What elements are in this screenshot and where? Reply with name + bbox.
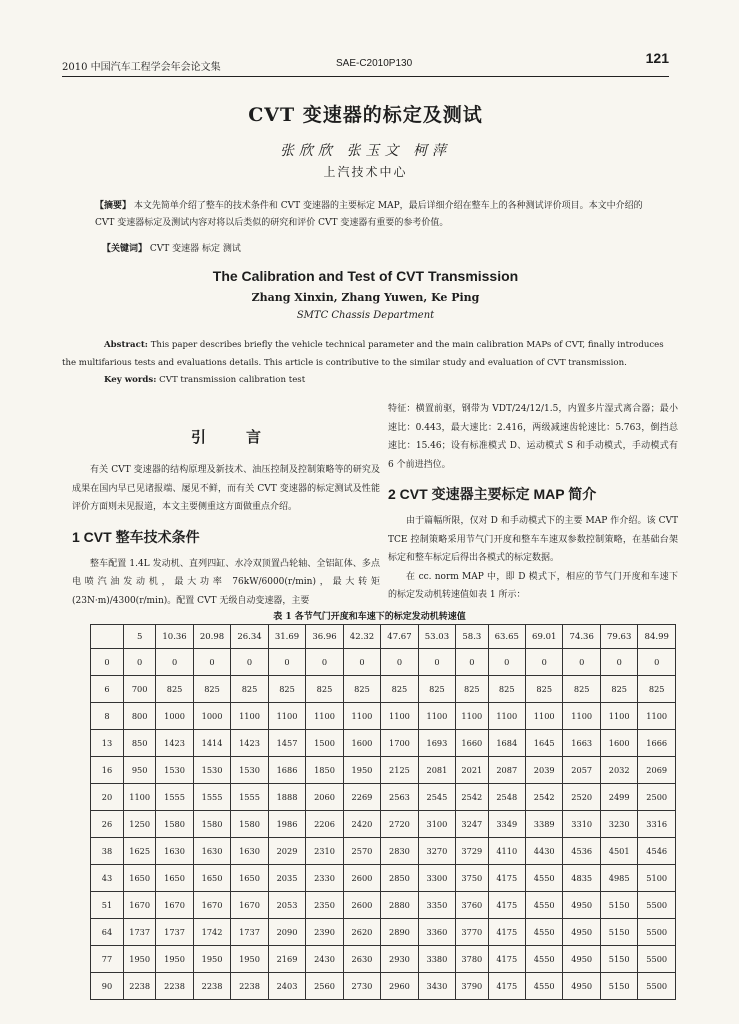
table-cell: 4835 bbox=[563, 865, 600, 892]
table-cell: 1645 bbox=[525, 730, 562, 757]
table-header-cell: 10.36 bbox=[156, 625, 193, 649]
table-cell: 2390 bbox=[306, 919, 343, 946]
table-row-header-cell: 26 bbox=[91, 811, 124, 838]
table-row bbox=[91, 946, 676, 973]
table-cell: 825 bbox=[563, 676, 600, 703]
table-cell: 1100 bbox=[268, 703, 305, 730]
table-cell: 4501 bbox=[600, 838, 637, 865]
table-cell: 0 bbox=[525, 649, 562, 676]
table-cell: 2032 bbox=[600, 757, 637, 784]
table-cell: 1000 bbox=[193, 703, 230, 730]
table-cell: 2830 bbox=[381, 838, 418, 865]
header-rule bbox=[62, 76, 669, 77]
authors-cn: 张欣欣 张玉文 柯萍 bbox=[280, 143, 451, 159]
table-cell: 1555 bbox=[231, 784, 268, 811]
table-header-cell: 5 bbox=[124, 625, 156, 649]
table-cell: 2053 bbox=[268, 892, 305, 919]
table-cell: 0 bbox=[231, 649, 268, 676]
table-header-cell: 58.3 bbox=[456, 625, 488, 649]
table-cell: 3349 bbox=[488, 811, 525, 838]
table-cell: 2720 bbox=[381, 811, 418, 838]
table-cell: 2029 bbox=[268, 838, 305, 865]
table-cell: 1737 bbox=[124, 919, 156, 946]
organization-en: SMTC Chassis Department bbox=[296, 310, 435, 321]
table-cell: 3310 bbox=[563, 811, 600, 838]
table-header-cell: 31.69 bbox=[268, 625, 305, 649]
table-cell: 1414 bbox=[193, 730, 230, 757]
abstract-cn-text: 本文先简单介绍了整车的技术条件和 CVT 变速器的主要标定 MAP，最后详细介绍在整车上的各种测试评价项目。本文中介绍的 CVT 变速器标定及测试内容对将以后类似的研究和评价 CVT 变速器有重要的参考价值。 bbox=[95, 201, 643, 228]
table-cell: 1423 bbox=[156, 730, 193, 757]
table-row-header-cell: 43 bbox=[91, 865, 124, 892]
table-cell: 2850 bbox=[381, 865, 418, 892]
keywords-en-label: Key words: bbox=[104, 375, 157, 385]
table-cell: 2930 bbox=[381, 946, 418, 973]
table-cell: 1100 bbox=[638, 703, 676, 730]
table-cell: 4175 bbox=[488, 892, 525, 919]
table-row bbox=[91, 784, 676, 811]
table-row-header-cell: 51 bbox=[91, 892, 124, 919]
table-cell: 825 bbox=[488, 676, 525, 703]
table-cell: 2620 bbox=[343, 919, 380, 946]
table-cell: 3389 bbox=[525, 811, 562, 838]
table-cell: 0 bbox=[488, 649, 525, 676]
table-cell: 5500 bbox=[638, 919, 676, 946]
table-row-header-cell: 6 bbox=[91, 676, 124, 703]
table-cell: 4950 bbox=[563, 919, 600, 946]
keywords-cn bbox=[102, 241, 241, 254]
table-header-cell: 69.01 bbox=[525, 625, 562, 649]
table-cell: 2570 bbox=[343, 838, 380, 865]
table-cell: 5500 bbox=[638, 973, 676, 1000]
table-cell: 2039 bbox=[525, 757, 562, 784]
table-cell: 0 bbox=[381, 649, 418, 676]
table-cell: 2330 bbox=[306, 865, 343, 892]
table-row bbox=[91, 838, 676, 865]
table-header-cell: 47.67 bbox=[381, 625, 418, 649]
table-cell: 0 bbox=[418, 649, 455, 676]
table-row-header-cell: 13 bbox=[91, 730, 124, 757]
table-cell: 1650 bbox=[231, 865, 268, 892]
table-cell: 2269 bbox=[343, 784, 380, 811]
table-cell: 2520 bbox=[563, 784, 600, 811]
table-cell: 2960 bbox=[381, 973, 418, 1000]
table-cell: 2600 bbox=[343, 865, 380, 892]
table-cell: 1600 bbox=[600, 730, 637, 757]
table-row bbox=[91, 703, 676, 730]
table-cell: 3750 bbox=[456, 865, 488, 892]
keywords-en bbox=[104, 375, 305, 385]
proceedings-name: 2010 中国汽车工程学会年会论文集 bbox=[62, 62, 221, 73]
table-cell: 2035 bbox=[268, 865, 305, 892]
table-cell: 2560 bbox=[306, 973, 343, 1000]
table-cell: 2081 bbox=[418, 757, 455, 784]
table-cell: 3780 bbox=[456, 946, 488, 973]
table-cell: 825 bbox=[381, 676, 418, 703]
table-cell: 5150 bbox=[600, 892, 637, 919]
table-cell: 2430 bbox=[306, 946, 343, 973]
table-header-cell bbox=[91, 625, 124, 649]
table-cell: 825 bbox=[268, 676, 305, 703]
table-cell: 3430 bbox=[418, 973, 455, 1000]
section-1-paragraph: 整车配置 1.4L 发动机、直列四缸、水冷双顶置凸轮轴、全铝缸体、多点电喷汽油发动机，最大功率 76kW/6000(r/min)，最大转矩 (23N·m)/4300(r/min)。配置 CVT 无级自动变速器，主要 bbox=[72, 558, 380, 606]
table-cell: 0 bbox=[343, 649, 380, 676]
table-cell: 1670 bbox=[124, 892, 156, 919]
table-cell: 1700 bbox=[381, 730, 418, 757]
table-cell: 1555 bbox=[193, 784, 230, 811]
organization-cn: 上汽技术中心 bbox=[323, 165, 408, 179]
abstract-cn bbox=[95, 198, 663, 232]
table-row-header-cell: 16 bbox=[91, 757, 124, 784]
table-cell: 1742 bbox=[193, 919, 230, 946]
table-cell: 2021 bbox=[456, 757, 488, 784]
table-cell: 1100 bbox=[124, 784, 156, 811]
table-cell: 3350 bbox=[418, 892, 455, 919]
table-cell: 1100 bbox=[381, 703, 418, 730]
table-cell: 3270 bbox=[418, 838, 455, 865]
table-row-header-cell: 38 bbox=[91, 838, 124, 865]
table-header-cell: 53.03 bbox=[418, 625, 455, 649]
table-cell: 4430 bbox=[525, 838, 562, 865]
table-cell: 3360 bbox=[418, 919, 455, 946]
paper-id: SAE-C2010P130 bbox=[336, 58, 413, 69]
table-cell: 0 bbox=[306, 649, 343, 676]
table-cell: 4550 bbox=[525, 865, 562, 892]
table-cell: 1100 bbox=[418, 703, 455, 730]
table-cell: 825 bbox=[456, 676, 488, 703]
table-cell: 2069 bbox=[638, 757, 676, 784]
table-cell: 825 bbox=[638, 676, 676, 703]
table-cell: 1580 bbox=[193, 811, 230, 838]
table-cell: 0 bbox=[193, 649, 230, 676]
table-cell: 1950 bbox=[231, 946, 268, 973]
table-cell: 1580 bbox=[231, 811, 268, 838]
abstract-en-text: This paper describes briefly the vehicle technical parameter and the main calibration MAPs of CVT, finally introduces the multifarious tests and evaluations details. This article is contributive to the similar study and evaluation of CVT transmission. bbox=[62, 340, 664, 368]
table-cell: 3100 bbox=[418, 811, 455, 838]
table-caption: 表 1 各节气门开度和车速下的标定发动机转速值 bbox=[273, 612, 466, 622]
table-cell: 0 bbox=[563, 649, 600, 676]
table-cell: 1666 bbox=[638, 730, 676, 757]
title-en: The Calibration and Test of CVT Transmission bbox=[212, 268, 519, 284]
table-cell: 0 bbox=[268, 649, 305, 676]
table-row-header-cell: 20 bbox=[91, 784, 124, 811]
table-cell: 4985 bbox=[600, 865, 637, 892]
table-cell: 4550 bbox=[525, 919, 562, 946]
table-cell: 825 bbox=[306, 676, 343, 703]
table-row bbox=[91, 676, 676, 703]
table-cell: 2500 bbox=[638, 784, 676, 811]
table-row-header-cell: 64 bbox=[91, 919, 124, 946]
table-header-cell: 36.96 bbox=[306, 625, 343, 649]
table-cell: 2238 bbox=[124, 973, 156, 1000]
table-cell: 2890 bbox=[381, 919, 418, 946]
keywords-en-text: CVT transmission calibration test bbox=[159, 375, 306, 385]
table-cell: 800 bbox=[124, 703, 156, 730]
vehicle-spec-paragraph: 特征：横置前驱，钢带为 VDT/24/12/1.5，内置多片湿式离合器；最小速比：0.443，最大速比：2.416，两级减速齿轮速比：5.763，倒挡总速比：15.46；设有标准模式 D、运动模式 S 和手动模式，手动模式有 6 个前进挡位。 bbox=[388, 404, 678, 470]
table-header-cell: 79.63 bbox=[600, 625, 637, 649]
table-cell: 1100 bbox=[343, 703, 380, 730]
table-cell: 2350 bbox=[306, 892, 343, 919]
table-cell: 2238 bbox=[193, 973, 230, 1000]
table-cell: 4550 bbox=[525, 892, 562, 919]
table-cell: 1100 bbox=[456, 703, 488, 730]
table-cell: 1693 bbox=[418, 730, 455, 757]
table-cell: 1670 bbox=[193, 892, 230, 919]
table-cell: 1100 bbox=[488, 703, 525, 730]
section-1-heading: 1 CVT 整车技术条件 bbox=[72, 528, 200, 545]
table-row-header-cell: 77 bbox=[91, 946, 124, 973]
intro-paragraph: 有关 CVT 变速器的结构原理及新技术、油压控制及控制策略等的研究及成果在国内早已见诸报端、屡见不鲜，而有关 CVT 变速器的标定测试及性能评价方面则未见报道，本文主要侧重这方面做重点介绍。 bbox=[72, 465, 380, 512]
table-cell: 4536 bbox=[563, 838, 600, 865]
table-cell: 1100 bbox=[525, 703, 562, 730]
table-cell: 1670 bbox=[156, 892, 193, 919]
table-cell: 3230 bbox=[600, 811, 637, 838]
table-cell: 1686 bbox=[268, 757, 305, 784]
table-cell: 825 bbox=[193, 676, 230, 703]
table-row bbox=[91, 757, 676, 784]
table-cell: 1530 bbox=[231, 757, 268, 784]
table-row bbox=[91, 892, 676, 919]
table-cell: 1630 bbox=[231, 838, 268, 865]
table-cell: 1100 bbox=[563, 703, 600, 730]
table-cell: 1950 bbox=[156, 946, 193, 973]
table-cell: 2090 bbox=[268, 919, 305, 946]
table-cell: 2238 bbox=[156, 973, 193, 1000]
table-cell: 1100 bbox=[600, 703, 637, 730]
table-cell: 2238 bbox=[231, 973, 268, 1000]
table-cell: 4950 bbox=[563, 973, 600, 1000]
table-cell: 4546 bbox=[638, 838, 676, 865]
table-header-cell: 63.65 bbox=[488, 625, 525, 649]
table-cell: 1423 bbox=[231, 730, 268, 757]
table-header-cell: 42.32 bbox=[343, 625, 380, 649]
table-cell: 4175 bbox=[488, 946, 525, 973]
right-column bbox=[388, 400, 678, 605]
table-cell: 2499 bbox=[600, 784, 637, 811]
table-cell: 1000 bbox=[156, 703, 193, 730]
page-number: 121 bbox=[645, 50, 669, 66]
table-cell: 950 bbox=[124, 757, 156, 784]
title-cn: CVT 变速器的标定及测试 bbox=[248, 104, 483, 126]
table-cell: 4950 bbox=[563, 892, 600, 919]
table-cell: 4550 bbox=[525, 973, 562, 1000]
table-cell: 1580 bbox=[156, 811, 193, 838]
table-cell: 1630 bbox=[156, 838, 193, 865]
table-cell: 4110 bbox=[488, 838, 525, 865]
table-cell: 1650 bbox=[124, 865, 156, 892]
table-cell: 1950 bbox=[193, 946, 230, 973]
table-cell: 825 bbox=[418, 676, 455, 703]
table-cell: 3770 bbox=[456, 919, 488, 946]
table-cell: 1530 bbox=[193, 757, 230, 784]
section-2-paragraph: 由于篇幅所限，仅对 D 和手动模式下的主要 MAP 作介绍。该 CVT TCE 控制策略采用节气门开度和整车车速双参数控制策略，在基础台架标定和整车标定后得出各模式的标定数据。 bbox=[388, 516, 678, 563]
keywords-cn-text: CVT 变速器 标定 测试 bbox=[149, 244, 241, 254]
table-cell: 2563 bbox=[381, 784, 418, 811]
table-header-row bbox=[91, 625, 676, 649]
table-cell: 1650 bbox=[156, 865, 193, 892]
table-cell: 4175 bbox=[488, 973, 525, 1000]
table-cell: 5150 bbox=[600, 973, 637, 1000]
table-cell: 2060 bbox=[306, 784, 343, 811]
keywords-cn-label: 【关键词】 bbox=[102, 244, 148, 254]
left-column bbox=[72, 420, 380, 610]
table-cell: 3760 bbox=[456, 892, 488, 919]
table-cell: 1663 bbox=[563, 730, 600, 757]
table-cell: 4950 bbox=[563, 946, 600, 973]
table-cell: 2600 bbox=[343, 892, 380, 919]
table-cell: 1986 bbox=[268, 811, 305, 838]
table-header-cell: 84.99 bbox=[638, 625, 676, 649]
table-cell: 5500 bbox=[638, 946, 676, 973]
table-cell: 1100 bbox=[231, 703, 268, 730]
table-row bbox=[91, 811, 676, 838]
table-cell: 3300 bbox=[418, 865, 455, 892]
running-header bbox=[62, 50, 669, 74]
table-cell: 2206 bbox=[306, 811, 343, 838]
table-cell: 3729 bbox=[456, 838, 488, 865]
table-cell: 0 bbox=[638, 649, 676, 676]
abstract-cn-label: 【摘要】 bbox=[95, 201, 132, 211]
table-cell: 2730 bbox=[343, 973, 380, 1000]
table-cell: 1737 bbox=[156, 919, 193, 946]
table-row-header-cell: 90 bbox=[91, 973, 124, 1000]
table-cell: 5500 bbox=[638, 892, 676, 919]
table-header-cell: 74.36 bbox=[563, 625, 600, 649]
table-cell: 5150 bbox=[600, 919, 637, 946]
table-cell: 2630 bbox=[343, 946, 380, 973]
table-cell: 825 bbox=[343, 676, 380, 703]
table-cell: 4175 bbox=[488, 919, 525, 946]
table-cell: 0 bbox=[156, 649, 193, 676]
table-cell: 825 bbox=[525, 676, 562, 703]
table-header-cell: 26.34 bbox=[231, 625, 268, 649]
table-cell: 1625 bbox=[124, 838, 156, 865]
table-cell: 1670 bbox=[231, 892, 268, 919]
table-cell: 0 bbox=[124, 649, 156, 676]
table-cell: 1888 bbox=[268, 784, 305, 811]
table-cell: 1950 bbox=[343, 757, 380, 784]
table-cell: 0 bbox=[456, 649, 488, 676]
table-cell: 1457 bbox=[268, 730, 305, 757]
intro-heading: 引言 bbox=[190, 428, 301, 446]
table-cell: 3316 bbox=[638, 811, 676, 838]
table-cell: 3790 bbox=[456, 973, 488, 1000]
table-cell: 1630 bbox=[193, 838, 230, 865]
table-cell: 1555 bbox=[156, 784, 193, 811]
table-cell: 2542 bbox=[456, 784, 488, 811]
table-cell: 2542 bbox=[525, 784, 562, 811]
abstract-en-label: Abstract: bbox=[104, 340, 148, 350]
map-intro-paragraph: 在 cc. norm MAP 中，即 D 模式下，相应的节气门开度和车速下的标定发动机转速值如表 1 所示： bbox=[388, 571, 678, 600]
table-cell: 4550 bbox=[525, 946, 562, 973]
table-cell: 825 bbox=[600, 676, 637, 703]
table-cell: 825 bbox=[156, 676, 193, 703]
table-cell: 4175 bbox=[488, 865, 525, 892]
table-cell: 2403 bbox=[268, 973, 305, 1000]
table-header-cell: 20.98 bbox=[193, 625, 230, 649]
table-cell: 1500 bbox=[306, 730, 343, 757]
table-cell: 1650 bbox=[193, 865, 230, 892]
table-cell: 1250 bbox=[124, 811, 156, 838]
table-row-header-cell: 0 bbox=[91, 649, 124, 676]
table-row-header-cell: 8 bbox=[91, 703, 124, 730]
table-cell: 825 bbox=[231, 676, 268, 703]
engine-speed-table bbox=[90, 624, 676, 1000]
table-cell: 1737 bbox=[231, 919, 268, 946]
table-cell: 1600 bbox=[343, 730, 380, 757]
section-2-heading: 2 CVT 变速器主要标定 MAP 简介 bbox=[388, 486, 597, 502]
table-cell: 3247 bbox=[456, 811, 488, 838]
table-cell: 1850 bbox=[306, 757, 343, 784]
table-cell: 1684 bbox=[488, 730, 525, 757]
table-cell: 5150 bbox=[600, 946, 637, 973]
table-cell: 1950 bbox=[124, 946, 156, 973]
table-cell: 1660 bbox=[456, 730, 488, 757]
abstract-en bbox=[62, 336, 669, 372]
table-cell: 0 bbox=[600, 649, 637, 676]
table-cell: 2057 bbox=[563, 757, 600, 784]
table-cell: 2087 bbox=[488, 757, 525, 784]
table-cell: 2548 bbox=[488, 784, 525, 811]
table-cell: 2125 bbox=[381, 757, 418, 784]
table-row bbox=[91, 865, 676, 892]
table-row bbox=[91, 649, 676, 676]
authors-en: Zhang Xinxin, Zhang Yuwen, Ke Ping bbox=[251, 291, 480, 304]
table-cell: 2545 bbox=[418, 784, 455, 811]
table-row bbox=[91, 973, 676, 1000]
table-cell: 2310 bbox=[306, 838, 343, 865]
table-cell: 2169 bbox=[268, 946, 305, 973]
table-row bbox=[91, 919, 676, 946]
table-cell: 850 bbox=[124, 730, 156, 757]
table-cell: 2880 bbox=[381, 892, 418, 919]
table-row bbox=[91, 730, 676, 757]
table-cell: 700 bbox=[124, 676, 156, 703]
table-cell: 1530 bbox=[156, 757, 193, 784]
table-cell: 2420 bbox=[343, 811, 380, 838]
table-cell: 5100 bbox=[638, 865, 676, 892]
table-cell: 1100 bbox=[306, 703, 343, 730]
table-cell: 3380 bbox=[418, 946, 455, 973]
